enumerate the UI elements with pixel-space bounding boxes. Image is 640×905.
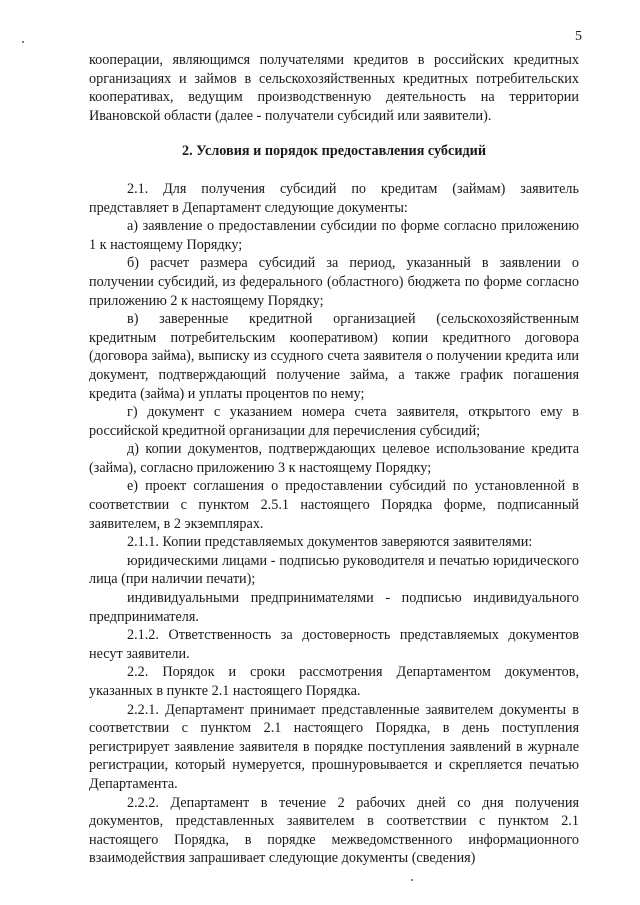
scan-speck [22, 41, 24, 43]
section-heading: 2. Условия и порядок предоставления субсидий [181, 143, 487, 160]
paragraph-2-1-2: 2.1.2. Ответственность за достоверность представляемых документов несут заявители. [89, 627, 579, 662]
paragraph-2-2-1: 2.2.1. Департамент принимает представленные заявителем документы в соответствии с пунктом 2.1 настоящего Порядка, в день поступления регистрирует заявление заявителя в порядке поступления заявлений в журнале регистрации, который нумеруется, прошнуровывается и скрепляется печатью Департамента. [89, 701, 579, 792]
paragraph-2-2: 2.2. Порядок и сроки рассмотрения Департаментом документов, указанных в пункте 2.1 настоящего Порядка. [89, 664, 579, 699]
paragraph-item-v: в) заверенные кредитной организацией (сельскохозяйственным кредитным потребительским кооперативом) копии кредитного договора (договора займа), выписку из ссудного счета заявителя о получении кредита или документ, подтверждающий получение займа, а также график погашения кредита (займа) и уплаты процентов по нему; [89, 311, 579, 402]
paragraph-individual-entrepreneurs: индивидуальными предпринимателями - подписью индивидуального предпринимателя. [89, 590, 579, 625]
paragraph-2-2-2: 2.2.2. Департамент в течение 2 рабочих дней со дня получения документов, представленных заявителем в соответствии с пунктом 2.1 настоящего Порядка, в порядке межведомственного информационного взаимодействия запрашивает следующие документы (сведения) [89, 794, 579, 867]
paragraph-item-g: г) документ с указанием номера счета заявителя, открытого ему в российской кредитной организации для перечисления субсидий; [89, 404, 579, 439]
paragraph-legal-entities: юридическими лицами - подписью руководителя и печатью юридического лица (при наличии печати); [89, 552, 579, 588]
paragraph-item-b: б) расчет размера субсидий за период, указанный в заявлении о получении субсидий, из федерального (областного) бюджета по форме согласно приложению 2 к настоящему Порядку; [89, 255, 579, 309]
paragraph-2-1-1: 2.1.1. Копии представляемых документов заверяются заявителями: [127, 534, 533, 551]
scan-speck [411, 879, 413, 881]
intro-paragraph: кооперации, являющимся получателями кредитов в российских кредитных организациях и займов в сельскохозяйственных кредитных потребительских кооперативах, ведущим производственную деятельность на территории Ивановской области (далее - получатели субсидий или заявители). [89, 52, 579, 124]
paragraph-item-e: е) проект соглашения о предоставлении субсидий по установленной в соответствии с пунктом 2.5.1 настоящего Порядка форме, подписанный заявителем, в 2 экземплярах. [89, 478, 579, 532]
document-body [89, 51, 579, 868]
paragraph-item-a: а) заявление о предоставлении субсидии по форме согласно приложению 1 к настоящему Порядку; [89, 218, 579, 253]
paragraph-item-d: д) копии документов, подтверждающих целевое использование кредита (займа), согласно приложению 3 к настоящему Порядку; [89, 441, 579, 476]
paragraph-2-1: 2.1. Для получения субсидий по кредитам (займам) заявитель представляет в Департамент следующие документы: [89, 180, 579, 216]
page-number: 5 [575, 29, 582, 44]
